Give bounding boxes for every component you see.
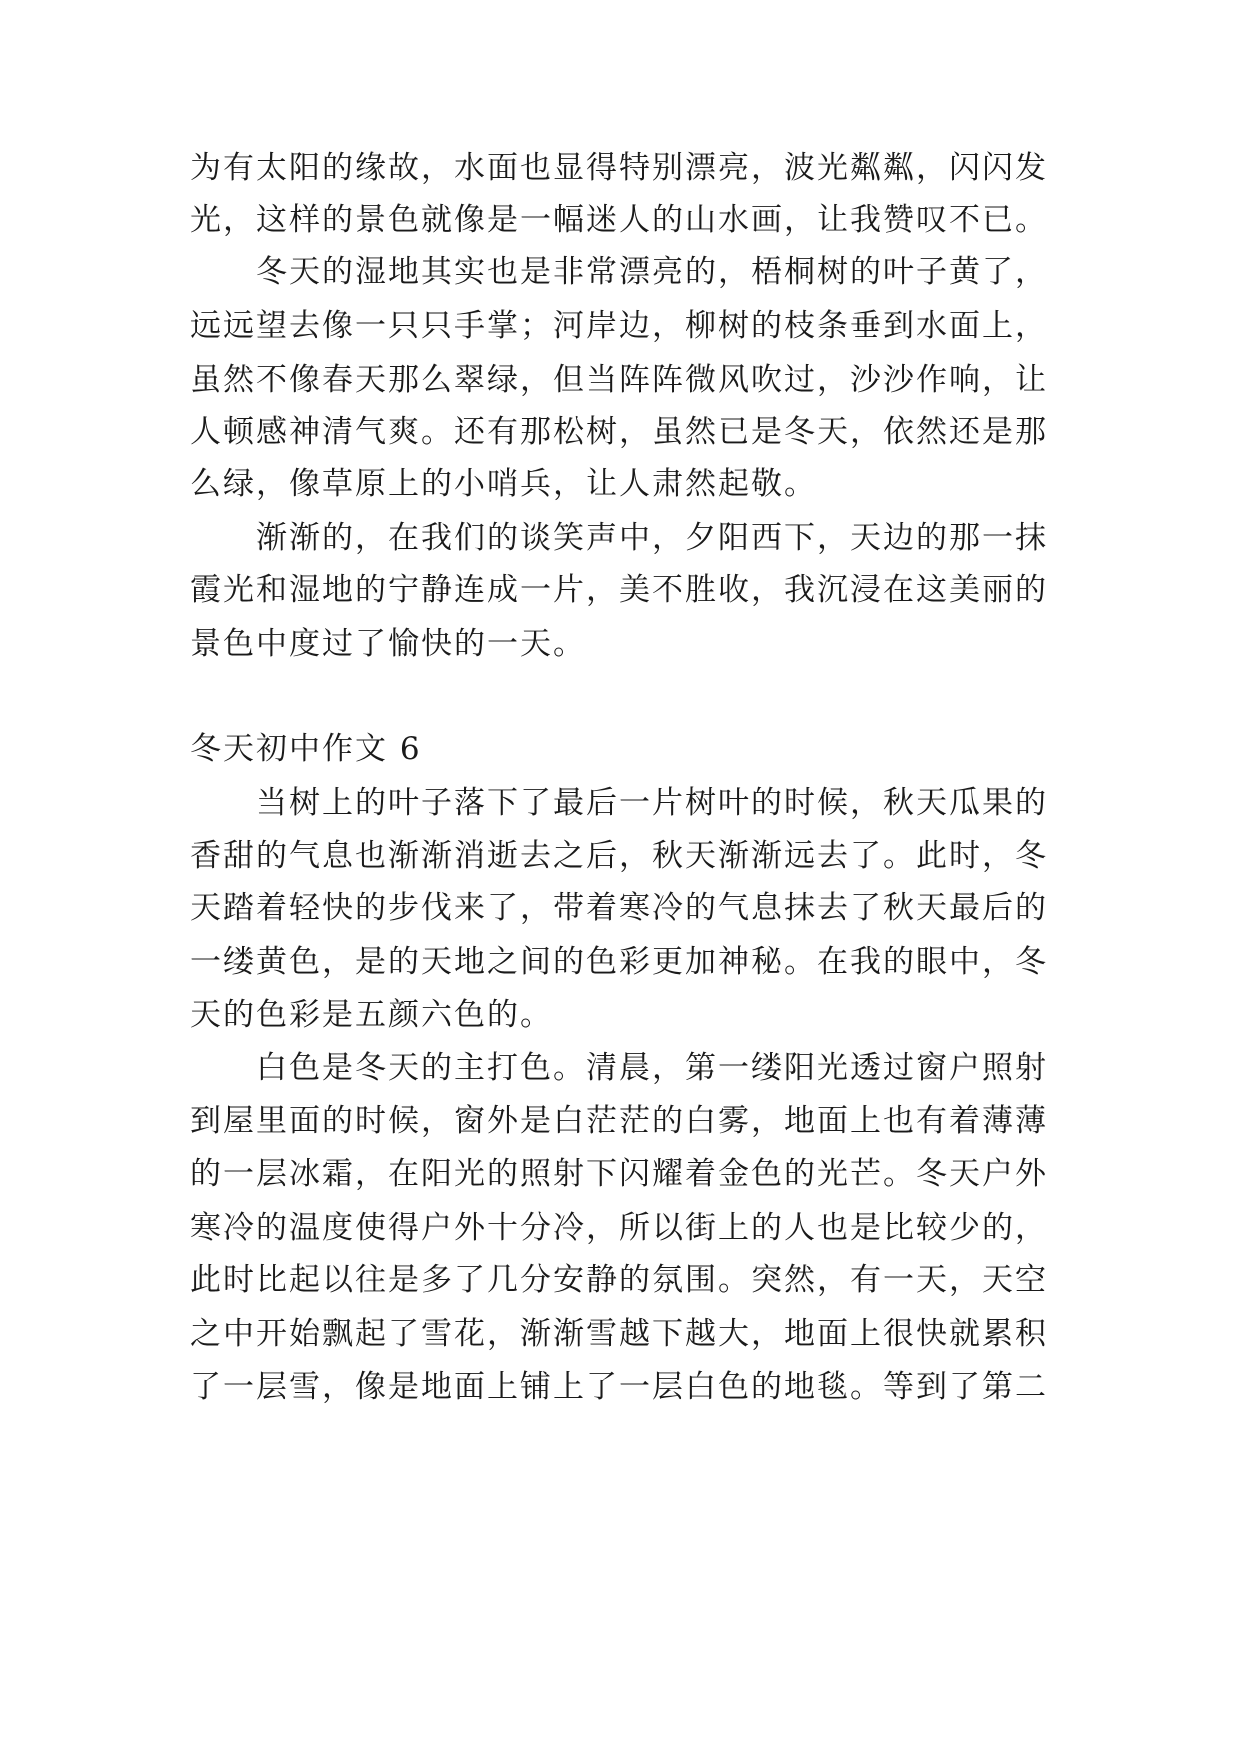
text-line: 天踏着轻快的步伐来了，带着寒冷的气息抹去了秋天最后的 bbox=[190, 890, 1048, 926]
text-line: 人顿感神清气爽。还有那松树，虽然已是冬天，依然还是那 bbox=[190, 414, 1048, 450]
text-line: 的一层冰霜，在阳光的照射下闪耀着金色的光芒。冬天户外 bbox=[190, 1156, 1048, 1192]
paragraph-start-line: 当树上的叶子落下了最后一片树叶的时候，秋天瓜果的 bbox=[256, 785, 1048, 821]
text-line: 此时比起以往是多了几分安静的氛围。突然，有一天，天空 bbox=[190, 1262, 1048, 1298]
text-line: 虽然不像春天那么翠绿，但当阵阵微风吹过，沙沙作响，让 bbox=[190, 362, 1048, 398]
text-line: 到屋里面的时候，窗外是白茫茫的白雾，地面上也有着薄薄 bbox=[190, 1103, 1048, 1139]
text-line: 之中开始飘起了雪花，渐渐雪越下越大，地面上很快就累积 bbox=[190, 1316, 1048, 1352]
text-line: 景色中度过了愉快的一天。 bbox=[190, 626, 586, 662]
paragraph-start-line: 白色是冬天的主打色。清晨，第一缕阳光透过窗户照射 bbox=[256, 1050, 1048, 1086]
text-line: 寒冷的温度使得户外十分冷，所以街上的人也是比较少的， bbox=[190, 1210, 1048, 1246]
text-line: 为有太阳的缘故，水面也显得特别漂亮，波光粼粼，闪闪发 bbox=[190, 150, 1048, 186]
text-line: 霞光和湿地的宁静连成一片，美不胜收，我沉浸在这美丽的 bbox=[190, 572, 1048, 608]
paragraph-start-line: 冬天的湿地其实也是非常漂亮的，梧桐树的叶子黄了， bbox=[256, 254, 1048, 290]
text-line: 一缕黄色，是的天地之间的色彩更加神秘。在我的眼中，冬 bbox=[190, 944, 1048, 980]
text-line: 天的色彩是五颜六色的。 bbox=[190, 997, 553, 1033]
text-line: 了一层雪，像是地面上铺上了一层白色的地毯。等到了第二 bbox=[190, 1369, 1048, 1405]
paragraph-start-line: 渐渐的，在我们的谈笑声中，夕阳西下，天边的那一抹 bbox=[256, 520, 1048, 556]
text-line: 么绿，像草原上的小哨兵，让人肃然起敬。 bbox=[190, 466, 817, 502]
text-line: 远远望去像一只只手掌；河岸边，柳树的枝条垂到水面上， bbox=[190, 308, 1048, 344]
section-heading: 冬天初中作文 6 bbox=[190, 731, 422, 767]
text-line: 光，这样的景色就像是一幅迷人的山水画，让我赞叹不已。 bbox=[190, 202, 1048, 238]
text-line: 香甜的气息也渐渐消逝去之后，秋天渐渐远去了。此时，冬 bbox=[190, 838, 1048, 874]
